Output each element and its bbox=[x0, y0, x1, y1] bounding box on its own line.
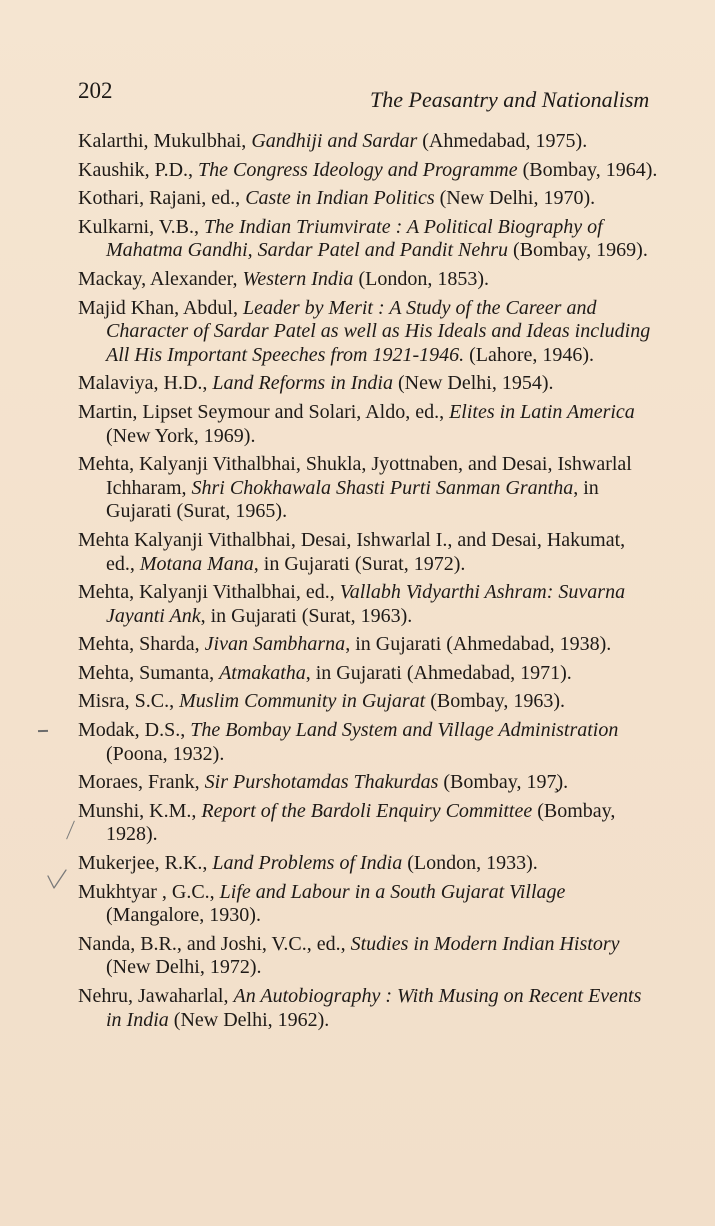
bibliography-entry bbox=[78, 633, 658, 657]
entry-publication: , in Gujarati (Surat, 1965). bbox=[106, 476, 599, 523]
entry-author: Kothari, Rajani, ed., bbox=[78, 187, 246, 210]
entry-title: Studies in Modern Indian History bbox=[350, 932, 620, 955]
entry-author: Misra, S.C., bbox=[78, 690, 180, 713]
entry-author: Nanda, B.R., and Joshi, V.C., ed., bbox=[78, 932, 351, 955]
bibliography-entry bbox=[78, 159, 658, 183]
entry-title: Land Reforms in India bbox=[212, 372, 393, 395]
entry-title: Jivan Sambharna bbox=[204, 633, 346, 656]
bibliography-entry bbox=[78, 268, 658, 292]
entry-title: The Indian Triumvirate : A Political Biography of Mahatma Gandhi, Sardar Patel and Pandit Nehru bbox=[106, 215, 603, 262]
entry-publication: (Bombay, 1928). bbox=[106, 799, 616, 846]
entry-author: Mehta, Kalyanji Vithalbhai, Shukla, Jyottnaben, and Desai, Ishwarlal Ichharam, bbox=[78, 453, 632, 499]
entry-author: Mehta, Kalyanji Vithalbhai, ed., bbox=[78, 581, 340, 604]
entry-publication: (London, 1853). bbox=[353, 267, 489, 290]
pencil-dash-mark bbox=[38, 730, 48, 732]
entry-publication: (Bombay, 1964). bbox=[517, 158, 658, 181]
entry-title: Report of the Bardoli Enquiry Committee bbox=[201, 799, 533, 822]
bibliography-entry bbox=[78, 297, 658, 368]
bibliography-entry bbox=[78, 881, 658, 928]
entry-publication: , in Gujarati (Surat, 1963). bbox=[200, 604, 413, 627]
entry-title: Shri Chokhawala Shasti Purti Sanman Grantha bbox=[191, 476, 574, 499]
bibliography-entry bbox=[78, 216, 658, 263]
entry-author: Mukhtyar , G.C., bbox=[78, 880, 220, 903]
entry-title: Sir Purshotamdas Thakurdas bbox=[204, 771, 439, 794]
entry-author: Mehta, Sumanta, bbox=[78, 661, 220, 684]
entry-author: Kaushik, P.D., bbox=[78, 158, 199, 181]
entry-publication: (Poona, 1932). bbox=[106, 742, 225, 765]
bibliography-entry bbox=[78, 800, 658, 847]
entry-title: The Congress Ideology and Programme bbox=[198, 158, 518, 181]
entry-author: Majid Khan, Abdul, bbox=[78, 296, 243, 319]
entry-author: Mukerjee, R.K., bbox=[78, 852, 213, 875]
bibliography-entry bbox=[78, 985, 658, 1032]
entry-publication: (Lahore, 1946). bbox=[464, 343, 595, 366]
entry-publication: (Mangalore, 1930). bbox=[106, 904, 261, 927]
entry-title: Gandhiji and Sardar bbox=[251, 130, 418, 152]
entry-title: Motana Mana bbox=[139, 552, 254, 575]
entry-title: Muslim Community in Gujarat bbox=[179, 690, 426, 713]
entry-author: Mackay, Alexander, bbox=[78, 267, 243, 290]
entry-title: Land Problems of India bbox=[212, 852, 403, 875]
entry-author: Moraes, Frank, bbox=[78, 771, 205, 794]
pencil-stroke-mark bbox=[66, 821, 75, 840]
entry-title: An Autobiography : With Musing on Recent Events in India bbox=[106, 985, 642, 1031]
entry-title: Western India bbox=[242, 267, 354, 290]
entry-publication: (Bombay, 197̧). bbox=[438, 771, 569, 794]
entry-publication: (New York, 1969). bbox=[106, 424, 256, 447]
entry-publication: (Ahmedabad, 1975). bbox=[417, 130, 588, 152]
entry-title: Atmakatha bbox=[219, 661, 306, 684]
bibliography-entry bbox=[78, 933, 658, 980]
bibliography-entry bbox=[78, 719, 658, 766]
page-header bbox=[0, 0, 715, 120]
bibliography-entry bbox=[78, 662, 658, 686]
running-title: The Peasantry and Nationalism bbox=[370, 87, 650, 112]
entry-publication: , in Gujarati (Ahmedabad, 1938). bbox=[345, 633, 612, 656]
pencil-check-mark bbox=[46, 868, 72, 892]
entry-title: Caste in Indian Politics bbox=[245, 187, 435, 210]
entry-publication: (Bombay, 1969). bbox=[508, 239, 648, 262]
bibliography-entry bbox=[78, 453, 658, 524]
entry-author: Kulkarni, V.B., bbox=[78, 215, 204, 238]
entry-author: Munshi, K.M., bbox=[78, 799, 202, 822]
bibliography-entry bbox=[78, 401, 658, 448]
entry-title: The Bombay Land System and Village Administration bbox=[190, 719, 619, 742]
entry-publication: (New Delhi, 1954). bbox=[392, 372, 554, 395]
page-number: 202 bbox=[78, 78, 113, 103]
entry-publication: , in Gujarati (Surat, 1972). bbox=[253, 552, 466, 575]
entry-author: Mehta, Sharda, bbox=[78, 633, 205, 656]
entry-author: Kalarthi, Mukulbhai, bbox=[78, 130, 252, 152]
bibliography-entry bbox=[78, 690, 658, 714]
entry-publication: (Bombay, 1963). bbox=[425, 690, 566, 713]
entry-author: Modak, D.S., bbox=[78, 719, 191, 742]
bibliography-entry bbox=[78, 187, 658, 211]
entry-title: Elites in Latin America bbox=[449, 400, 635, 423]
entry-author: Martin, Lipset Seymour and Solari, Aldo, ed., bbox=[78, 400, 450, 423]
bibliography-entry bbox=[78, 372, 658, 396]
entry-title: Leader by Merit : A Study of the Career and Character of Sardar Patel as well as His Ideals and Ideas including All His Important Speeches from 1921-1946. bbox=[106, 296, 651, 366]
entry-publication: (New Delhi, 1972). bbox=[106, 956, 262, 979]
entry-publication: , in Gujarati (Ahmedabad, 1971). bbox=[305, 661, 572, 684]
entry-title: Vallabh Vidyarthi Ashram: Suvarna Jayanti Ank bbox=[106, 581, 626, 627]
entry-publication: (London, 1933). bbox=[402, 852, 538, 875]
bibliography-entry bbox=[78, 130, 658, 154]
bibliography-entry bbox=[78, 529, 658, 576]
entry-publication: (New Delhi, 1970). bbox=[434, 187, 596, 210]
entry-title: Life and Labour in a South Gujarat Village bbox=[219, 880, 566, 903]
bibliography-entry bbox=[78, 581, 658, 628]
entry-author: Malaviya, H.D., bbox=[78, 372, 213, 395]
entry-publication: (New Delhi, 1962). bbox=[168, 1008, 330, 1031]
entry-author: Nehru, Jawaharlal, bbox=[78, 985, 234, 1007]
entry-author: Mehta Kalyanji Vithalbhai, Desai, Ishwarlal I., and Desai, Hakumat, ed., bbox=[78, 528, 626, 575]
bibliography-list bbox=[78, 130, 658, 1037]
bibliography-entry bbox=[78, 771, 658, 795]
bibliography-entry bbox=[78, 852, 658, 876]
